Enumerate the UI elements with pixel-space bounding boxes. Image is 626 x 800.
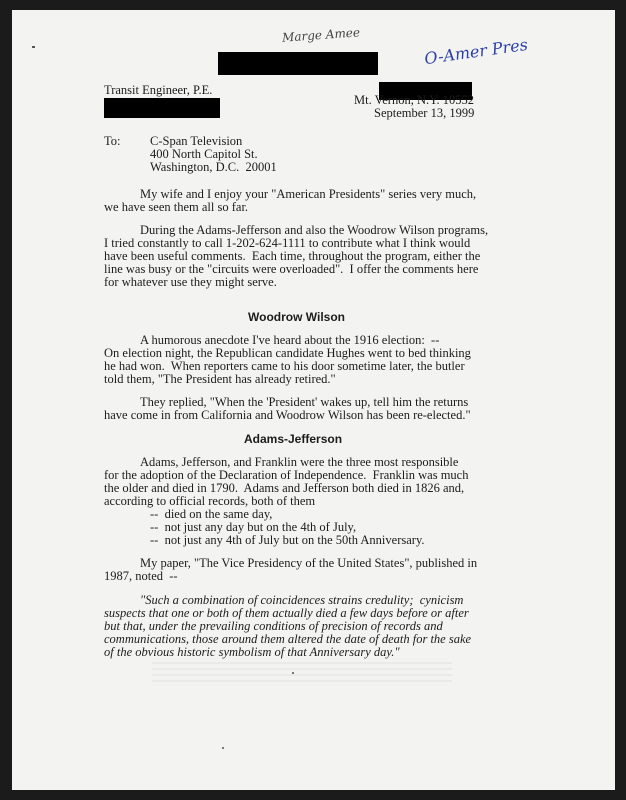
handwritten-name-note: Marge Amee: [281, 25, 361, 45]
quote-line: but that, under the prevailing conditions of precision of records and: [104, 619, 443, 633]
paragraph-line: told them, "The President has already retired.": [104, 372, 336, 386]
paragraph-line: he had won. When reporters came to his door sometime later, the butler: [104, 359, 465, 373]
letterhead-city: Mt. Vernon, N.Y. 10552: [354, 93, 475, 107]
section-heading-adams-jefferson: Adams-Jefferson: [244, 432, 343, 446]
redaction-block-name: [218, 52, 378, 75]
paragraph-line: we have seen them all so far.: [104, 200, 249, 214]
speck: [292, 672, 294, 674]
letter-date: September 13, 1999: [374, 106, 475, 120]
letterhead-title: Transit Engineer, P.E.: [104, 83, 213, 97]
redaction-block-street: [104, 98, 220, 118]
list-item: -- died on the same day,: [150, 507, 273, 521]
list-item: -- not just any day but on the 4th of July,: [150, 520, 357, 534]
quote-line: "Such a combination of coincidences strains credulity; cynicism: [140, 593, 464, 607]
to-label: To:: [104, 134, 121, 148]
list-item: -- not just any 4th of July but on the 50th Anniversary.: [150, 533, 425, 547]
quote-line: communications, those around them altered the date of death for the sake: [104, 632, 472, 646]
paragraph-line: have been useful comments. Each time, throughout the program, either the: [104, 249, 481, 263]
quote-line: suspects that one or both of them actually died a few days before or after: [104, 606, 469, 620]
paragraph-line: for the adoption of the Declaration of Independence. Franklin was much: [104, 468, 469, 482]
bleed-through-smudge: [152, 662, 452, 684]
paragraph-line: for whatever use they might serve.: [104, 275, 277, 289]
handwritten-code-note: O-Amer Pres: [423, 34, 529, 69]
paragraph-line: Adams, Jefferson, and Franklin were the three most responsible: [140, 455, 459, 469]
recipient-line: C-Span Television: [150, 134, 243, 148]
paragraph-line: I tried constantly to call 1-202-624-1111 to contribute what I think would: [104, 236, 471, 250]
quote-line: of the obvious historic symbolism of that Anniversary day.": [104, 645, 400, 659]
paragraph-line: 1987, noted --: [104, 569, 178, 583]
recipient-line: 400 North Capitol St.: [150, 147, 258, 161]
paragraph-line: according to official records, both of them: [104, 494, 316, 508]
letter-page: [12, 10, 615, 790]
speck: [222, 747, 224, 749]
paragraph-line: On election night, the Republican candidate Hughes went to bed thinking: [104, 346, 471, 360]
paragraph-line: My wife and I enjoy your "American Presidents" series very much,: [140, 187, 477, 201]
paragraph-line: the older and died in 1790. Adams and Jefferson both died in 1826 and,: [104, 481, 465, 495]
paragraph-line: My paper, "The Vice Presidency of the United States", published in: [140, 556, 478, 570]
paragraph-line: A humorous anecdote I've heard about the 1916 election: --: [140, 333, 440, 347]
paragraph-line: have come in from California and Woodrow Wilson has been re-elected.": [104, 408, 471, 422]
paragraph-line: They replied, "When the 'President' wakes up, tell him the returns: [140, 395, 469, 409]
recipient-line: Washington, D.C. 20001: [150, 160, 277, 174]
paragraph-line: During the Adams-Jefferson and also the Woodrow Wilson programs,: [140, 223, 489, 237]
speck: [32, 46, 35, 48]
section-heading-wilson: Woodrow Wilson: [248, 310, 345, 324]
paragraph-line: line was busy or the "circuits were overloaded". I offer the comments here: [104, 262, 479, 276]
